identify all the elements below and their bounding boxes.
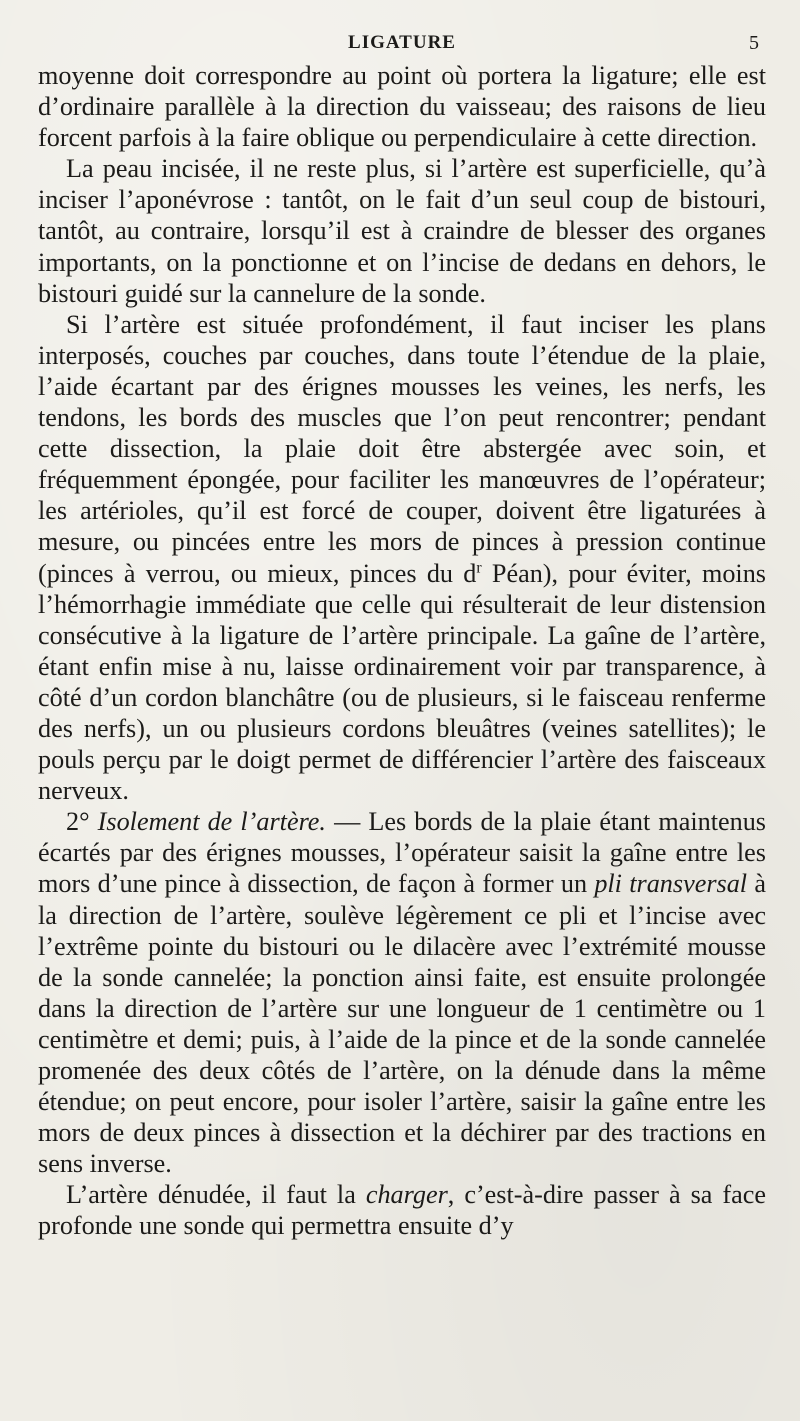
text-run: L’artère dénudée, il faut la: [66, 1180, 366, 1210]
text-run: moyenne doit correspondre au point où portera la ligature; elle est d’ordinaire parallèle à la direction du vaisseau; des raisons de lieu forcent parfois à la faire oblique ou perpendiculaire à cette direction.: [38, 61, 766, 153]
italic-text: charger: [365, 1180, 448, 1210]
page-number: 5: [749, 32, 760, 54]
text-run: La peau incisée, il ne reste plus, si l’artère est superficielle, qu’à inciser l’aponévrose : tantôt, on le fait d’un seul coup de bistouri, tantôt, au contraire, lorsqu’il est à craindre de blesser des organes importants, on la ponctionne et on l’incise de dedans en dehors, le bistouri guidé sur la cannelure de la sonde.: [38, 154, 766, 308]
superscript-text: r: [476, 558, 482, 576]
paragraph: [38, 60, 766, 153]
italic-text: Isolement de l’artère.: [97, 807, 326, 837]
running-title: LIGATURE: [348, 32, 456, 53]
paragraph: [38, 806, 766, 1179]
paragraph: [38, 153, 766, 308]
italic-text: pli transversal: [594, 869, 748, 899]
paragraph: [38, 309, 766, 807]
paragraph: [38, 1179, 766, 1241]
text-run: Péan), pour éviter, moins l’hémorrhagie immédiate que celle qui résulterait de leur distension consécutive à la ligature de l’artère principale. La gaîne de l’artère, étant enfin mise à nu, laisse ordinairement voir par transparence, à côté d’un cordon blanchâtre (ou de plusieurs, si le faisceau renferme des nerfs), un ou plusieurs cordons bleuâtres (veines satellites); le pouls perçu par le doigt permet de différencier l’artère des faisceaux nerveux.: [38, 558, 766, 806]
running-header: [38, 24, 766, 60]
text-run: Si l’artère est située profondément, il faut inciser les plans interposés, couches par couches, dans toute l’étendue de la plaie, l’aide écartant par des érignes mousses les veines, les nerfs, les tendons, les bords des muscles que l’on peut rencontrer; pendant cette dissection, la plaie doit être abstergée avec soin, et fréquemment épongée, pour faciliter les manœuvres de l’opérateur; les artérioles, qu’il est forcé de couper, doivent être ligaturées à mesure, ou pincées entre les mors de pinces à pression continue (pinces à verrou, ou mieux, pinces du d: [38, 309, 766, 588]
text-run: à la direction de l’artère, soulève légèrement ce pli et l’incise avec l’extrême pointe du bistouri ou le dilacère avec l’extrémité mousse de la sonde cannelée; la ponction ainsi faite, est ensuite prolongée dans la direction de l’artère sur une longueur de 1 centimètre ou 1 centimètre et demi; puis, à l’aide de la pince et de la sonde cannelée promenée des deux côtés de l’artère, on la dénude dans la même étendue; on peut encore, pour isoler l’artère, saisir la gaîne entre les mors de deux pinces à dissection et la déchirer par des tractions en sens inverse.: [38, 869, 766, 1179]
text-run: , c’est-à-dire passer à sa face profonde une sonde qui permettra ensuite d’y: [38, 1180, 767, 1241]
text-run: 2°: [66, 807, 98, 837]
body-text: [38, 60, 766, 1242]
text-run: — Les bords de la plaie étant maintenus écartés par des érignes mousses, l’opérateur saisit la gaîne entre les mors d’une pince à dissection, de façon à former un: [38, 807, 766, 899]
